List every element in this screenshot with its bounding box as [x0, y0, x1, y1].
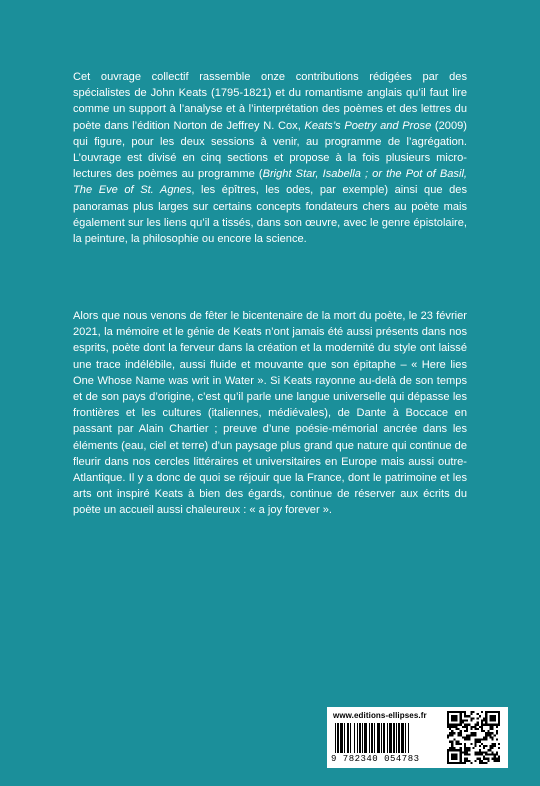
poem-titles: Bright Star, Isabella ; or the Pot of Basil, The Eve of St. Agnes	[73, 168, 467, 197]
description-paragraph-1	[73, 69, 467, 247]
book-title: Keats’s Poetry and Prose	[304, 119, 432, 132]
isbn-digits: 9 782340 054783	[331, 754, 420, 764]
isbn-barcode	[335, 723, 439, 753]
qr-code	[447, 711, 500, 764]
description-paragraph-2: Alors que nous venons de fêter le bicentenaire de la mort du poète, le 23 février 2021, la mémoire et le génie de Keats n’ont jamais été aussi présents dans nos esprits, poète dont la ferveur dans la création et la modernité du style ont laissé une trace indélébile, aussi fluide et mouvante que son épitaphe – « Here lies One Whose Name was writ in Water ». Si Keats rayonne au-delà de son temps et de son pays d’origine, c’est qu’il parle une langue universelle qui dépasse les frontières et les cultures (italiennes, médiévales), de Dante à Boccace en passant par Alain Chartier ; preuve d’une poésie-mémorial ancrée dans les éléments (eau, ciel et terre) d’un paysage plus grand que nature qui continue de fleurir dans nos cercles littéraires et universitaires en Europe mais aussi outre-Atlantique. Il y a donc de quoi se réjouir que la France, dont le patrimoine et les arts ont inspiré Keats à bien des égards, continue de réserver aux écrits du poète un accueil aussi chaleureux : « a joy forever ».	[73, 310, 467, 517]
paragraph1-text-c: (2009) qui figure, pour les deux sessions à venir, au programme de l’agrégation. L’ouvrage est divisé en cinq sections et propose à la fois plusieurs micro-lectures des poèmes au programme (	[73, 119, 467, 181]
paragraph1-text-a: Cet ouvrage collectif rassemble onze contributions rédigées par des spécialistes de John Keats (1795-1821) et du romantisme anglais qu’il faut lire comme un support à l’analyse et à l’interprétation des poèmes et des lettres du poète dans l’édition Norton de Jeffrey N. Cox,	[73, 71, 467, 132]
barcode-panel	[327, 707, 508, 768]
paragraph1-text-e: , les épîtres, les odes, par exemple) ainsi que des panoramas plus larges sur certains concepts fondateurs chers au poète mais également sur les liens qu’il a tissés, dans son œuvre, avec le genre épistolaire, la peinture, la philosophie ou encore la science.	[73, 184, 467, 246]
publisher-website: www.editions-ellipses.fr	[333, 711, 427, 720]
